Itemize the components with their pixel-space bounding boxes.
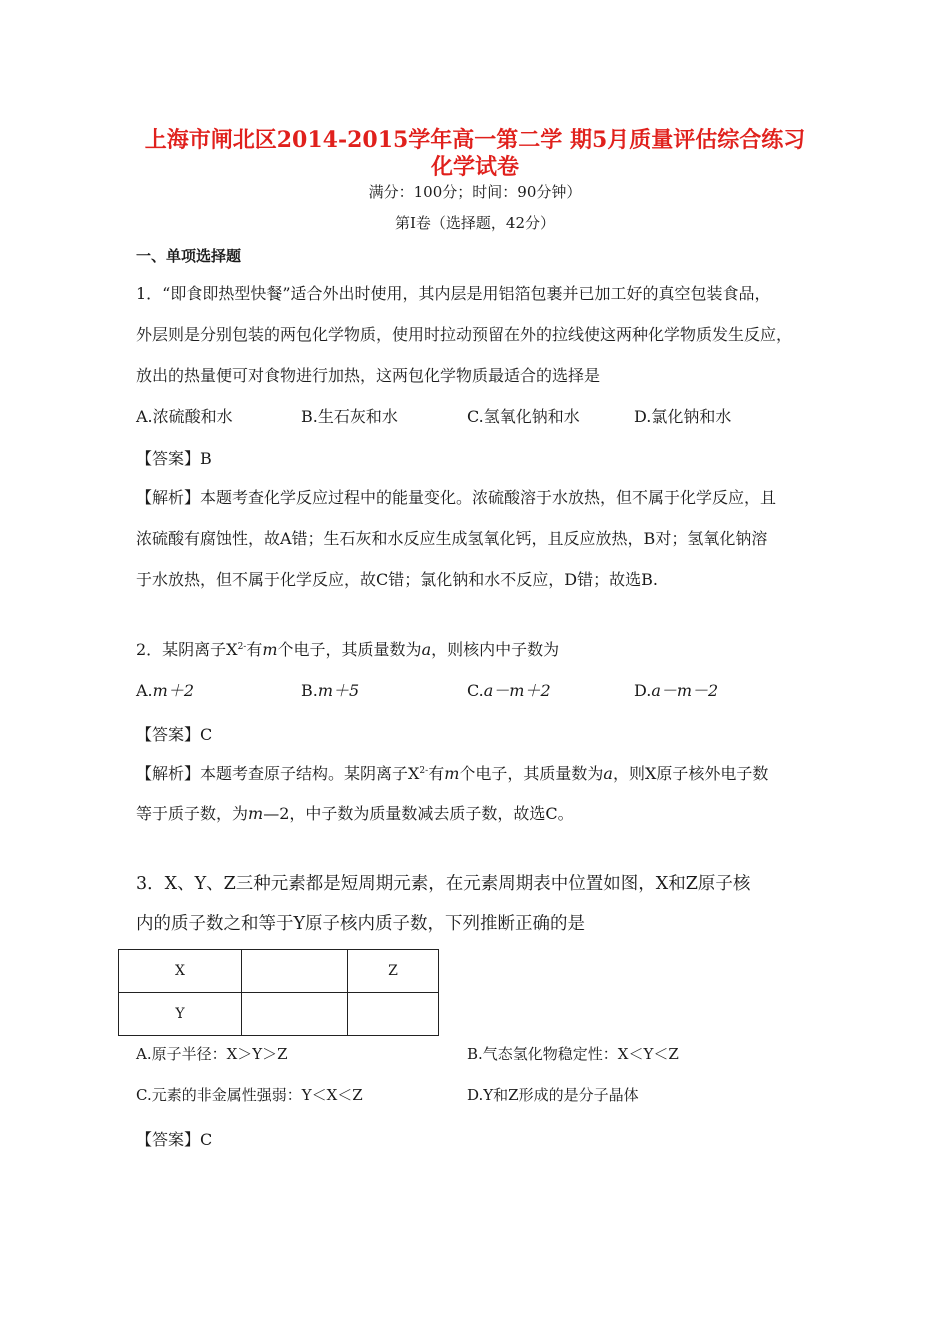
score-time: 满分：100分；时间：90分钟）	[368, 183, 582, 201]
table-cell: X	[119, 950, 242, 993]
q1-stem-line: 放出的热量便可对食物进行加热，这两包化学物质最适合的选择是	[136, 366, 601, 385]
q3-option-a: A.原子半径：X＞Y＞Z	[136, 1045, 288, 1063]
document-subtitle: 化学试卷	[430, 154, 519, 180]
q2-stem: 2．某阴离子$X^{2-}$有m个电子，其质量数为a，则核内中子数为	[136, 640, 560, 659]
q1-stem-line: 外层则是分别包装的两包化学物质，使用时拉动预留在外的拉线使这两种化学物质发生反应，	[136, 325, 793, 344]
table-cell	[242, 950, 348, 993]
q2-option-b: B.m＋5	[301, 681, 360, 700]
q3-option-c: C.元素的非金属性强弱：Y＜X＜Z	[136, 1086, 363, 1104]
table-cell	[242, 993, 348, 1036]
q2-analysis-line: 【解析】本题考查原子结构。某阴离子$X^{2-}$有m个电子，其质量数为a，则X原子核外电子数	[136, 764, 769, 783]
table-row	[119, 993, 439, 1036]
q2-answer: 【答案】C	[136, 725, 213, 744]
q1-analysis-line: 浓硫酸有腐蚀性，故A错；生石灰和水反应生成氢氧化钙，且反应放热，B对；氢氧化钠溶	[136, 529, 768, 548]
table-cell: Y	[119, 993, 242, 1036]
q3-stem-line: 3．X、Y、Z三种元素都是短周期元素，在元素周期表中位置如图，X和Z原子核	[136, 874, 751, 894]
q2-option-a: A.m＋2	[136, 681, 194, 700]
q1-option-b: B.生石灰和水	[301, 407, 398, 426]
section-heading: 一、单项选择题	[136, 247, 242, 265]
part-heading: 第Ⅰ卷（选择题，42分）	[394, 214, 555, 232]
table-cell: Z	[348, 950, 439, 993]
table-cell	[348, 993, 439, 1036]
q2-option-c: C.a－m＋2	[467, 681, 551, 700]
q1-answer: 【答案】B	[136, 449, 212, 468]
q1-analysis-line: 于水放热，但不属于化学反应，故C错；氯化钠和水不反应，D错；故选B.	[136, 570, 658, 589]
q2-option-d: D.a－m－2	[634, 681, 719, 700]
q1-stem-line: 1．“即食即热型快餐”适合外出时使用，其内层是用铝箔包裹并已加工好的真空包装食品，	[136, 284, 771, 303]
q1-option-a: A.浓硫酸和水	[136, 407, 233, 426]
periodic-table-fragment	[118, 949, 439, 1036]
q3-stem-line: 内的质子数之和等于Y原子核内质子数，下列推断正确的是	[136, 914, 586, 934]
q3-option-d: D.Y和Z形成的是分子晶体	[467, 1086, 639, 1104]
q3-answer: 【答案】C	[136, 1130, 213, 1149]
q1-option-d: D.氯化钠和水	[634, 407, 732, 426]
q3-option-b: B.气态氢化物稳定性：X＜Y＜Z	[467, 1045, 679, 1063]
q2-analysis-line: 等于质子数，为m—2，中子数为质量数减去质子数，故选C。	[136, 804, 574, 823]
table-row	[119, 950, 439, 993]
q1-analysis-line: 【解析】本题考查化学反应过程中的能量变化。浓硫酸溶于水放热，但不属于化学反应，且	[136, 488, 777, 507]
q1-option-c: C.氢氧化钠和水	[467, 407, 580, 426]
document-title: 上海市闸北区2014-2015学年高一第二学 期5月质量评估综合练习	[144, 127, 806, 153]
